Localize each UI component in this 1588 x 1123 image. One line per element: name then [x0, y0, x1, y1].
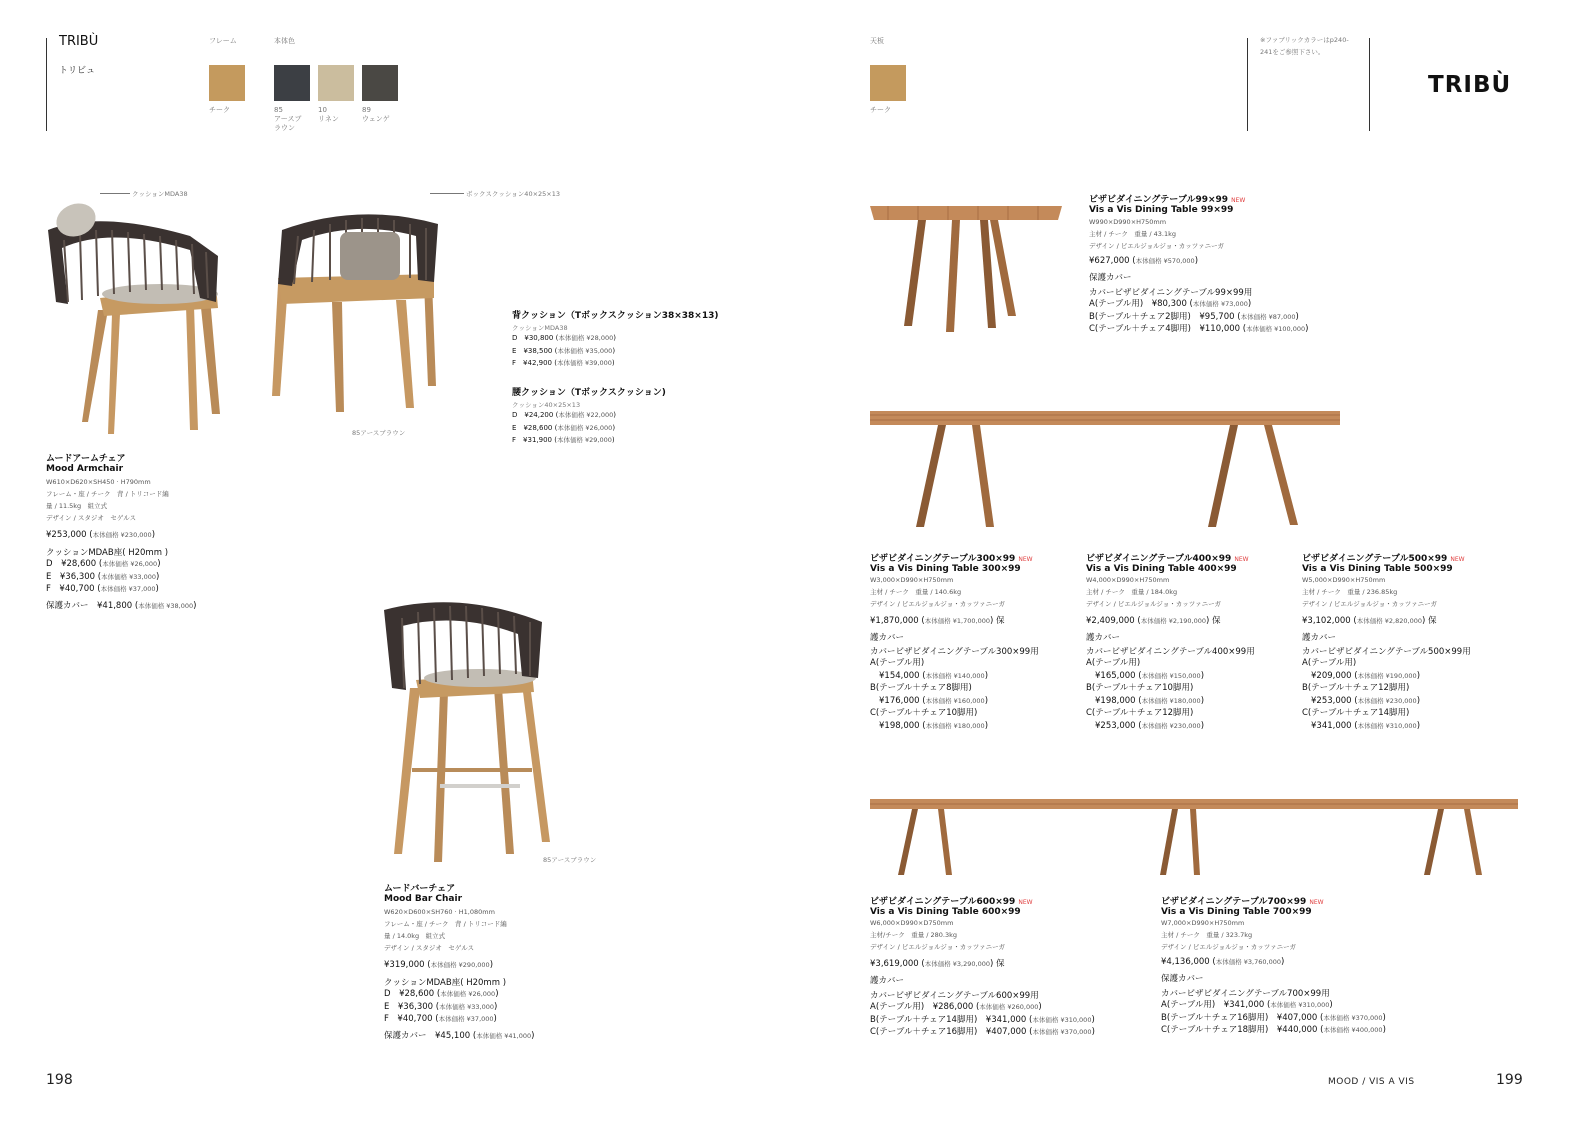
- cover-name: カバービザビダイニングテーブル400×99用: [1086, 647, 1255, 657]
- product-dimensions: W5,000×D990×H750mm: [1302, 576, 1386, 584]
- header-rule-right: [1369, 38, 1370, 131]
- cushion-price-row: E ¥28,600 (本体価格 ¥26,000): [512, 423, 616, 432]
- top-label: 天板: [870, 37, 884, 45]
- bar-chair-color-note: 85アースブラウン: [543, 856, 597, 864]
- product-name-en: Mood Bar Chair: [384, 894, 463, 904]
- cover-price-row: ¥154,000 (本体価格 ¥140,000): [879, 670, 989, 681]
- cover-title: 護カバー: [1086, 633, 1121, 643]
- swatch-teak-top: [870, 65, 906, 101]
- cover-price-row: C(テーブル＋チェア16脚用) ¥407,000 (本体価格 ¥370,000): [870, 1027, 1095, 1037]
- new-badge: NEW: [1309, 899, 1324, 906]
- cover-price-row: A(テーブル用) ¥286,000 (本体価格 ¥260,000): [870, 1002, 1042, 1012]
- frame-label: フレーム: [209, 37, 237, 45]
- product-weight: 量 / 11.5kg 組立式: [46, 502, 108, 510]
- cover-price-row: ¥198,000 (本体価格 ¥180,000): [1095, 695, 1205, 706]
- product-name-en: Vis a Vis Dining Table 300×99: [870, 564, 1021, 574]
- product-material: 主材 / チーク 重量 / 323.7kg: [1161, 931, 1253, 939]
- cover-name: カバービザビダイニングテーブル700×99用: [1161, 989, 1330, 999]
- table-700-info: [1161, 894, 1386, 1037]
- product-dimensions: W990×D990×H750mm: [1089, 218, 1167, 226]
- product-name-en: Mood Armchair: [46, 464, 124, 474]
- table-700-image: [868, 795, 1520, 877]
- product-name-ja: ビザビダイニングテーブル300×99 NEW: [870, 554, 1033, 564]
- product-dimensions: W610×D620×SH450 · H790mm: [46, 478, 151, 486]
- swatch-teak-frame: [209, 65, 245, 101]
- callout-line: [430, 193, 464, 194]
- cover-name: カバービザビダイニングテーブル300×99用: [870, 647, 1039, 657]
- price-incl-tax: ¥253,000: [46, 530, 87, 540]
- cover-title: 護カバー: [870, 633, 905, 643]
- callout-box-cushion: ボックスクッション40×25×13: [466, 190, 561, 198]
- back-cushion-info: [512, 308, 718, 370]
- swatch-caption: 10 リネン: [318, 106, 339, 123]
- new-badge: NEW: [1018, 899, 1033, 906]
- product-designer: デザイン / ピエルジョルジョ・カッツァニーガ: [1086, 600, 1222, 608]
- product-price: ¥627,000 (本体価格 ¥570,000): [1089, 256, 1199, 266]
- product-name-en: Vis a Vis Dining Table 400×99: [1086, 564, 1237, 574]
- cover-price-row: A(テーブル用) ¥80,300 (本体価格 ¥73,000): [1089, 299, 1252, 309]
- swatch-linen: [318, 65, 354, 101]
- cushion-price-row: D ¥24,200 (本体価格 ¥22,000): [512, 411, 616, 419]
- swatch-wenge: [362, 65, 398, 101]
- cover-label: B(テーブル＋チェア12脚用): [1302, 683, 1410, 693]
- new-badge: NEW: [1450, 556, 1465, 563]
- product-material: 主材/チーク 重量 / 280.3kg: [870, 931, 958, 939]
- cover-label: B(テーブル＋チェア10脚用): [1086, 683, 1194, 693]
- brand-kana: トリビュ: [59, 66, 96, 76]
- cover-price-row: ¥341,000 (本体価格 ¥310,000): [1311, 720, 1421, 731]
- cover-name: カバービザビダイニングテーブル99×99用: [1089, 288, 1253, 298]
- price-excl-tax: 本体価格 ¥230,000: [92, 531, 152, 539]
- product-name-en: Vis a Vis Dining Table 700×99: [1161, 907, 1312, 917]
- product-price: ¥2,409,000 (本体価格 ¥2,190,000) 保: [1086, 616, 1221, 626]
- new-badge: NEW: [1231, 197, 1246, 204]
- cover-label: C(テーブル＋チェア14脚用): [1302, 708, 1410, 718]
- page-number-left: 198: [46, 1072, 73, 1088]
- bar-chair-info: [384, 881, 534, 1042]
- product-designer: デザイン / ピエルジョルジョ・カッツァニーガ: [1161, 943, 1297, 951]
- product-material: 主材 / チーク 重量 / 184.0kg: [1086, 588, 1178, 596]
- product-price: ¥1,870,000 (本体価格 ¥1,700,000) 保: [870, 616, 1005, 626]
- cushion-price-row: F ¥31,900 (本体価格 ¥29,000): [512, 436, 615, 444]
- product-dimensions: W620×D600×SH760 · H1,080mm: [384, 908, 495, 916]
- product-price: ¥3,102,000 (本体価格 ¥2,820,000) 保: [1302, 616, 1437, 626]
- cover-label: A(テーブル用): [870, 658, 925, 668]
- cover-name: カバービザビダイニングテーブル500×99用: [1302, 647, 1471, 657]
- product-designer: デザイン / ピエルジョルジョ・カッツァニーガ: [870, 943, 1006, 951]
- table-400-image: [868, 405, 1343, 530]
- cushion-price-row: F ¥40,700 (本体価格 ¥37,000): [46, 584, 159, 594]
- cover-label: B(テーブル＋チェア8脚用): [870, 683, 972, 693]
- table-600-info: [870, 894, 1095, 1039]
- cushion-price-row: E ¥36,300 (本体価格 ¥33,000): [46, 571, 160, 582]
- product-material: 主材 / チーク 重量 / 236.85kg: [1302, 588, 1398, 596]
- cover-title: 保護カバー: [1161, 974, 1204, 984]
- armchair-image: [40, 190, 230, 442]
- swatch-caption: 85 アースブ ラウン: [274, 106, 302, 132]
- product-designer: デザイン / ピエルジョルジョ・カッツァニーガ: [1089, 242, 1225, 250]
- product-dimensions: W7,000×D990×H750mm: [1161, 919, 1245, 927]
- armchair-back-image: [268, 190, 448, 415]
- back-cushion-title: 背クッション（Tボックスクッション38×38×13): [512, 311, 719, 321]
- product-material: 主材 / チーク 重量 / 43.1kg: [1089, 230, 1177, 238]
- product-price: ¥253,000 (本体価格 ¥230,000): [46, 530, 156, 540]
- cushion-price-row: D ¥28,600 (本体価格 ¥26,000): [46, 559, 161, 569]
- product-name-en: Vis a Vis Dining Table 600×99: [870, 907, 1021, 917]
- product-dimensions: W4,000×D990×H750mm: [1086, 576, 1170, 584]
- cover-price-row: ¥209,000 (本体価格 ¥190,000): [1311, 670, 1421, 681]
- cushion-price-row: F ¥40,700 (本体価格 ¥37,000): [384, 1014, 497, 1024]
- cover-price-row: B(テーブル＋チェア14脚用) ¥341,000 (本体価格 ¥310,000): [870, 1014, 1095, 1025]
- cover-name: カバービザビダイニングテーブル600×99用: [870, 991, 1039, 1001]
- bar-chair-image: [380, 592, 560, 864]
- new-badge: NEW: [1234, 556, 1249, 563]
- product-dimensions: W3,000×D990×H750mm: [870, 576, 954, 584]
- armchair-color-note: 85アースブラウン: [352, 429, 406, 437]
- new-badge: NEW: [1018, 556, 1033, 563]
- cover-price-row: C(テーブル＋チェア4脚用) ¥110,000 (本体価格 ¥100,000): [1089, 324, 1309, 334]
- cover-price: 保護カバー ¥45,100 (本体価格 ¥41,000): [384, 1030, 535, 1041]
- waist-cushion-info: [512, 385, 666, 447]
- product-name-ja: ムードアームチェア: [46, 454, 126, 464]
- cushion-title: クッションMDAB座( H20mm ): [46, 548, 169, 558]
- armchair-info: [46, 451, 196, 612]
- waist-cushion-title: 腰クッション（Tボックスクッション): [512, 388, 666, 398]
- callout-cushion: クッションMDA38: [132, 190, 188, 198]
- product-price: ¥4,136,000 (本体価格 ¥3,760,000): [1161, 957, 1285, 967]
- cover-price-row: ¥165,000 (本体価格 ¥150,000): [1095, 670, 1205, 681]
- fabric-note: ※ファブリックカラーはp240- 241をご参照下さい。: [1260, 36, 1349, 56]
- cover-price-row: B(テーブル＋チェア2脚用) ¥95,700 (本体価格 ¥87,000): [1089, 311, 1299, 322]
- table-400-info: [1086, 551, 1255, 732]
- cover-label: C(テーブル＋チェア10脚用): [870, 708, 978, 718]
- cover-price-row: ¥198,000 (本体価格 ¥180,000): [879, 720, 989, 731]
- cushion-price-row: D ¥30,800 (本体価格 ¥28,000): [512, 334, 616, 342]
- callout-line: [100, 193, 130, 194]
- table-500-info: [1302, 551, 1471, 732]
- brand-name: TRIBÙ: [59, 34, 99, 49]
- product-price: ¥319,000 (本体価格 ¥290,000): [384, 960, 494, 970]
- swatch-caption: 89 ウェンゲ: [362, 106, 390, 123]
- cushion-title: クッションMDAB座( H20mm ): [384, 978, 507, 988]
- cover-price-row: ¥253,000 (本体価格 ¥230,000): [1095, 720, 1205, 731]
- cover-price-row: B(テーブル＋チェア16脚用) ¥407,000 (本体価格 ¥370,000): [1161, 1012, 1386, 1023]
- running-footer: MOOD / VIS A VIS: [1328, 1077, 1415, 1087]
- swatch-earth-brown: [274, 65, 310, 101]
- page-number-right: 199: [1496, 1072, 1523, 1088]
- product-name-ja: ビザビダイニングテーブル500×99 NEW: [1302, 554, 1465, 564]
- cushion-price-row: E ¥38,500 (本体価格 ¥35,000): [512, 346, 616, 355]
- product-name-ja: ムードバーチェア: [384, 884, 456, 894]
- product-material: 主材 / チーク 重量 / 140.6kg: [870, 588, 962, 596]
- product-designer: デザイン / ピエルジョルジョ・カッツァニーガ: [1302, 600, 1438, 608]
- product-designer: デザイン / ピエルジョルジョ・カッツァニーガ: [870, 600, 1006, 608]
- cover-title: 護カバー: [1302, 633, 1337, 643]
- swatch-caption: チーク: [870, 106, 891, 114]
- body-color-label: 本体色: [274, 37, 295, 45]
- table-99-info: [1089, 192, 1309, 336]
- product-name-ja: ビザビダイニングテーブル700×99 NEW: [1161, 897, 1324, 907]
- table-300-info: [870, 551, 1039, 732]
- cover-label: A(テーブル用): [1086, 658, 1141, 668]
- cover-price-row: A(テーブル用) ¥341,000 (本体価格 ¥310,000): [1161, 1000, 1333, 1010]
- cover-price-row: C(テーブル＋チェア18脚用) ¥440,000 (本体価格 ¥400,000): [1161, 1025, 1386, 1035]
- product-weight: 量 / 14.0kg 組立式: [384, 932, 446, 940]
- product-name-ja: ビザビダイニングテーブル600×99 NEW: [870, 897, 1033, 907]
- header-rule-left: [46, 38, 47, 131]
- cover-label: C(テーブル＋チェア12脚用): [1086, 708, 1194, 718]
- product-material: フレーム・座 / チーク 背 / トリコード編: [384, 920, 507, 928]
- cushion-price-row: F ¥42,900 (本体価格 ¥39,000): [512, 359, 615, 367]
- back-cushion-code: クッションMDA38: [512, 324, 568, 332]
- product-price: ¥3,619,000 (本体価格 ¥3,290,000) 保: [870, 959, 1005, 969]
- table-99-image: [868, 198, 1068, 333]
- product-material: フレーム・座 / チーク 背 / トリコード編: [46, 490, 169, 498]
- product-name-en: Vis a Vis Dining Table 99×99: [1089, 205, 1234, 215]
- cover-price-row: ¥253,000 (本体価格 ¥230,000): [1311, 695, 1421, 706]
- cover-price: 保護カバー ¥41,800 (本体価格 ¥38,000): [46, 600, 197, 611]
- cover-label: A(テーブル用): [1302, 658, 1357, 668]
- swatch-caption: チーク: [209, 106, 230, 114]
- header-rule-mid: [1247, 38, 1248, 131]
- cover-price-row: ¥176,000 (本体価格 ¥160,000): [879, 695, 989, 706]
- product-name-ja: ビザビダイニングテーブル400×99 NEW: [1086, 554, 1249, 564]
- product-dimensions: W6,000×D990×D750mm: [870, 919, 954, 927]
- brand-logo: TRIBÙ: [1428, 72, 1512, 98]
- cover-title: 保護カバー: [1089, 273, 1132, 283]
- product-designer: デザイン / スタジオ セゲルス: [46, 514, 137, 522]
- product-name-en: Vis a Vis Dining Table 500×99: [1302, 564, 1453, 574]
- product-designer: デザイン / スタジオ セゲルス: [384, 944, 475, 952]
- cover-title: 護カバー: [870, 976, 905, 986]
- waist-cushion-code: クッション40×25×13: [512, 401, 581, 409]
- product-name-ja: ビザビダイニングテーブル99×99 NEW: [1089, 195, 1246, 205]
- cushion-price-row: E ¥36,300 (本体価格 ¥33,000): [384, 1001, 498, 1012]
- cushion-price-row: D ¥28,600 (本体価格 ¥26,000): [384, 989, 499, 999]
